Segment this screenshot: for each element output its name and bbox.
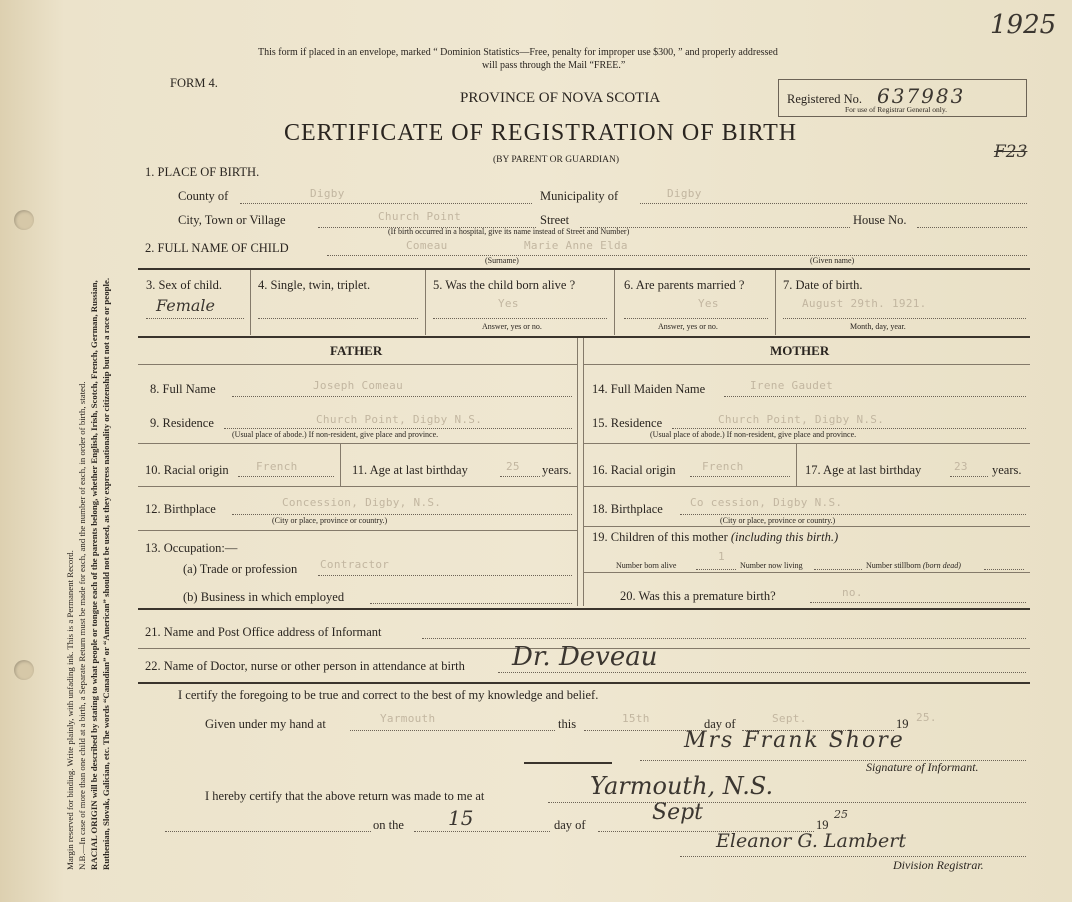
registered-number: 637983 [877, 84, 966, 108]
children-label-italic: (including this birth.) [730, 530, 839, 544]
date-of-birth-value: August 29th. 1921. [802, 297, 927, 310]
plurality-label: 4. Single, twin, triplet. [258, 278, 371, 292]
mother-age-label: 17. Age at last birthday [805, 463, 922, 477]
stillborn-label [866, 561, 961, 570]
sex-label: 3. Sex of child. [146, 278, 223, 292]
mother-name-value: Irene Gaudet [750, 379, 834, 392]
born-alive-note: Answer, yes or no. [482, 322, 542, 331]
trade-label: (a) Trade or profession [183, 562, 298, 576]
form-number: FORM 4. [170, 76, 218, 90]
parents-married-label: 6. Are parents married ? [624, 278, 745, 292]
given-year-prefix: 19 [896, 717, 909, 731]
father-birthplace-note: (City or place, province or country.) [272, 516, 388, 525]
county-label: County of [178, 189, 229, 203]
mother-age-value: 23 [954, 460, 968, 473]
occupation-label: 13. Occupation:— [145, 541, 238, 555]
child-name-heading: 2. FULL NAME OF CHILD [145, 241, 289, 255]
margin-note-1: Margin reserved for binding. Write plainly, with unfading ink. This is a Permanent Record. [65, 550, 75, 870]
sex-value: Female [156, 296, 215, 315]
given-under-label: Given under my hand at [205, 717, 326, 731]
punch-hole [14, 660, 34, 680]
informant-label: 21. Name and Post Office address of Informant [145, 625, 382, 639]
born-alive-label: 5. Was the child born alive ? [433, 278, 576, 292]
parents-married-note: Answer, yes or no. [658, 322, 718, 331]
registrar-signature-label: Division Registrar. [893, 858, 984, 872]
father-name-label: 8. Full Name [150, 382, 216, 396]
born-alive-count-value: 1 [718, 550, 725, 563]
given-month-value: Sept. [772, 712, 807, 725]
mother-years-label: years. [992, 463, 1022, 477]
margin-note-4: Ruthenian, Slovak, Galician, etc. The words “Canadian” or “American” should not be used, as they express nationality or citizenship but not a race or people. [101, 277, 111, 870]
now-living-label: Number now living [740, 561, 803, 570]
registrar-general-note: For use of Registrar General only. [845, 105, 947, 114]
given-day-label: day of [704, 717, 736, 731]
registrar-statement: I hereby certify that the above return was made to me at [205, 789, 485, 803]
informant-signature: Mrs Frank Shore [684, 728, 905, 753]
city-label: City, Town or Village [178, 213, 286, 227]
trade-value: Contractor [320, 558, 390, 571]
margin-note-3: RACIAL ORIGIN will be described by stating to what people or tongue each of the parents belong, whether English, Irish, Scotch, French, German, Russian, [89, 280, 99, 870]
father-heading: FATHER [330, 343, 383, 358]
father-birthplace-label: 12. Birthplace [145, 502, 216, 516]
mother-birthplace-note: (City or place, province or country.) [720, 516, 836, 525]
father-years-label: years. [542, 463, 572, 477]
registrar-year-suffix: 25 [834, 808, 848, 821]
premature-label: 20. Was this a premature birth? [620, 589, 776, 603]
father-name-value: Joseph Comeau [313, 379, 403, 392]
mail-notice-line2: will pass through the Mail “FREE.” [482, 60, 626, 71]
mother-heading: MOTHER [770, 343, 830, 358]
children-label [592, 530, 838, 545]
registrar-signature: Eleanor G. Lambert [716, 830, 906, 852]
registrar-day-label: day of [554, 818, 586, 832]
registrar-month: Sept [652, 800, 704, 825]
registrar-place: Yarmouth, N.S. [590, 772, 774, 800]
corner-note: 1925 [990, 10, 1057, 40]
margin-instructions [64, 20, 112, 870]
stillborn-note: (born dead) [922, 561, 961, 570]
born-alive-value: Yes [498, 297, 519, 310]
county-value: Digby [310, 187, 345, 200]
father-residence-label: 9. Residence [150, 416, 214, 430]
stillborn-label-text: Number stillborn [866, 561, 921, 570]
margin-note-2: N.B.—In case of more than one child at a birth, a Separate Return must be made for each, and the number of each, in order of birth, stated. [77, 381, 87, 870]
corner-note-2: F23 [994, 142, 1028, 162]
father-age-value: 25 [506, 460, 520, 473]
city-value: Church Point [378, 210, 462, 223]
parents-married-value: Yes [698, 297, 719, 310]
father-residence-value: Church Point, Digby N.S. [316, 413, 483, 426]
mother-residence-value: Church Point, Digby N.S. [718, 413, 885, 426]
attendant-name: Dr. Deveau [512, 642, 658, 672]
father-origin-label: 10. Racial origin [145, 463, 229, 477]
given-place-value: Yarmouth [380, 712, 436, 725]
mother-origin-value: French [702, 460, 744, 473]
informant-signature-label: Signature of Informant. [866, 760, 979, 774]
mother-origin-label: 16. Racial origin [592, 463, 676, 477]
date-of-birth-label: 7. Date of birth. [783, 278, 863, 292]
registration-box [778, 79, 1027, 117]
house-no-label: House No. [853, 213, 907, 227]
father-birthplace-value: Concession, Digby, N.S. [282, 496, 442, 509]
province-title: PROVINCE OF NOVA SCOTIA [460, 90, 661, 106]
father-origin-value: French [256, 460, 298, 473]
certification-statement: I certify the foregoing to be true and correct to the best of my knowledge and belief. [178, 688, 599, 702]
children-label-text: 19. Children of this mother [592, 530, 728, 544]
given-name-label: (Given name) [810, 256, 855, 265]
mail-notice-line1: This form if placed in an envelope, marked “ Dominion Statistics—Free, penalty for improper use $300, ” and properly addressed [258, 47, 778, 58]
premature-value: no. [842, 586, 863, 599]
place-of-birth-heading: 1. PLACE OF BIRTH. [145, 165, 260, 179]
surname-label: (Surname) [485, 256, 519, 265]
mother-birthplace-label: 18. Birthplace [592, 502, 663, 516]
attendant-label: 22. Name of Doctor, nurse or other person in attendance at birth [145, 659, 465, 673]
mother-birthplace-value: Co cession, Digby N.S. [690, 496, 843, 509]
municipality-value: Digby [667, 187, 702, 200]
child-surname: Comeau [406, 239, 448, 252]
date-of-birth-note: Month, day, year. [850, 322, 906, 331]
father-residence-note: (Usual place of abode.) If non-resident, give place and province. [232, 430, 439, 439]
given-year-suffix: 25. [916, 711, 937, 724]
registered-no-label: Registered No. [787, 92, 862, 106]
mother-residence-note: (Usual place of abode.) If non-resident, give place and province. [650, 430, 857, 439]
business-label: (b) Business in which employed [183, 590, 345, 604]
registrar-day: 15 [448, 806, 474, 830]
hospital-note: (If birth occurred in a hospital, give its name instead of Street and Number) [388, 227, 630, 236]
mother-name-label: 14. Full Maiden Name [592, 382, 706, 396]
registrar-year-prefix: 19 [816, 818, 829, 832]
this-label: this [558, 717, 577, 731]
certificate-title: CERTIFICATE OF REGISTRATION OF BIRTH [284, 120, 798, 146]
mother-residence-label: 15. Residence [592, 416, 663, 430]
child-given-names: Marie Anne Elda [524, 239, 628, 252]
certificate-subtitle: (BY PARENT OR GUARDIAN) [493, 155, 620, 165]
on-the-label: on the [373, 818, 404, 832]
punch-hole [14, 210, 34, 230]
municipality-label: Municipality of [540, 189, 619, 203]
given-day-value: 15th [622, 712, 650, 725]
father-age-label: 11. Age at last birthday [352, 463, 468, 477]
street-label: Street [540, 213, 570, 227]
born-alive-count-label: Number born alive [616, 561, 677, 570]
